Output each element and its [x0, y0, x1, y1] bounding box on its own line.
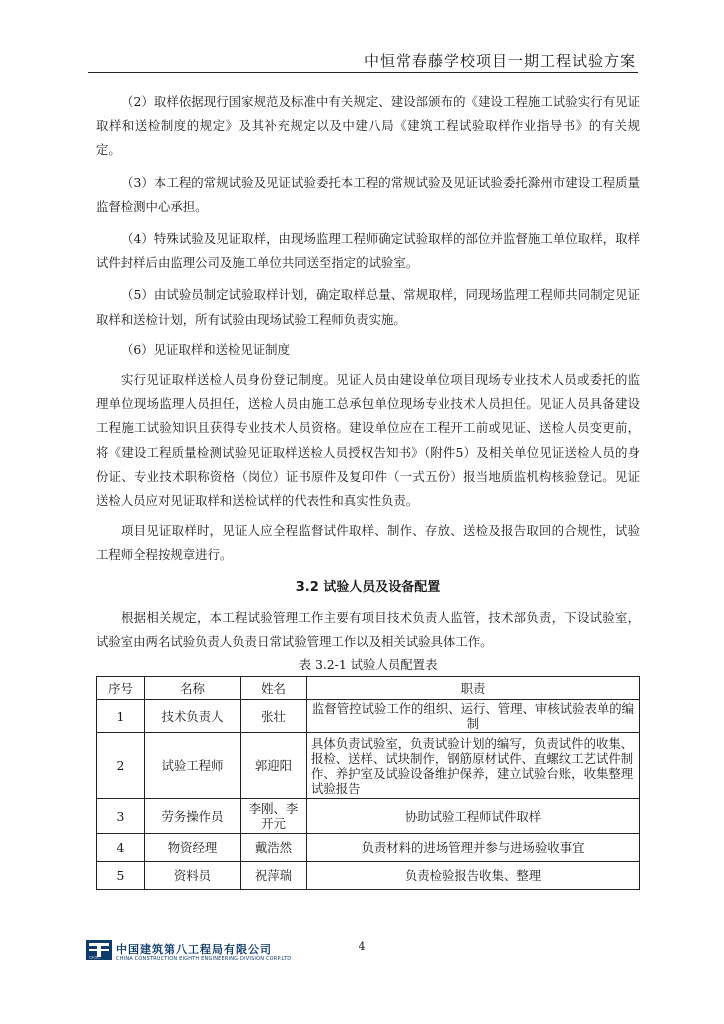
table-row	[97, 733, 640, 799]
column-header: 序号	[97, 677, 145, 700]
table-row	[97, 700, 640, 733]
cell-duty: 负责检验报告收集、整理	[307, 862, 640, 890]
cell-index: 1	[97, 700, 145, 733]
paragraph: （3）本工程的常规试验及见证试验委托本工程的常规试验及见证试验委托滁州市建设工程质量监督检测中心承担。	[96, 174, 640, 214]
cell-role: 试验工程师	[145, 733, 241, 799]
cell-index: 5	[97, 862, 145, 890]
header-divider	[88, 72, 638, 73]
cell-person: 李刚、李开元	[241, 799, 307, 834]
table-row	[97, 862, 640, 890]
cell-duty: 监督管控试验工作的组织、运行、管理、审核试验表单的编制	[307, 700, 640, 733]
paragraph: （5）由试验员制定试验取样计划，确定取样总量、常规取样，同现场监理工程师共同制定见证取样和送检计划，所有试验由现场试验工程师负责实施。	[96, 287, 640, 327]
cell-role: 资料员	[145, 862, 241, 890]
cell-duty: 具体负责试验室，负责试验计划的编写，负责试件的收集、报检、送样、试块制作，钢筋原材试件、直螺纹工艺试件制作、养护室及试验设备维护保养，建立试验台账，收集整理试验报告	[307, 733, 640, 799]
cell-index: 2	[97, 733, 145, 799]
cell-person: 郭迎阳	[241, 733, 307, 799]
page-number: 4	[358, 940, 366, 953]
table-caption: 表 3.2-1 试验人员配置表	[298, 657, 438, 673]
table-header-row	[97, 677, 640, 700]
section-intro: 根据相关规定，本工程试验管理工作主要有项目技术负责人监管，技术部负责，下设试验室，试验室由两名试验负责人负责日常试验管理工作以及相关试验具体工作。	[96, 609, 640, 649]
paragraph: （6）见证取样和送检见证制度	[121, 341, 290, 357]
page-header-title: 中恒常春藤学校项目一期工程试验方案	[363, 52, 636, 70]
paragraph: （4）特殊试验及见证取样，由现场监理工程师确定试验取样的部位并监督施工单位取样，取样试件封样后由监理公司及施工单位共同送至指定的试验室。	[96, 231, 640, 271]
section-heading: 3.2 试验人员及设备配置	[295, 579, 441, 595]
table-row	[97, 799, 640, 834]
cell-person: 戴浩然	[241, 834, 307, 862]
cell-role: 物资经理	[145, 834, 241, 862]
cell-person: 祝萍瑞	[241, 862, 307, 890]
cell-index: 3	[97, 799, 145, 834]
company-name-cn: 中国建筑第八工程局有限公司	[116, 943, 272, 956]
cell-role: 劳务操作员	[145, 799, 241, 834]
paragraph: 实行见证取样送检人员身份登记制度。见证人员由建设单位项目现场专业技术人员或委托的监理单位现场监理人员担任，送检人员由施工总承包单位现场专业技术人员担任。见证人员具备建设工程施工试验知识且获得专业技术人员资格。建设单位应在工程开工前或见证、送检人员变更前，将《建设工程质量检测试验见证取样送检人员授权告知书》（附件5）及相关单位见证送检人员的身份证、专业技术职称资格（岗位）证书原件及复印件（一式五份）报当地质监机构核验登记。见证送检人员应对见证取样和送检试样的代表性和真实性负责。	[96, 372, 640, 509]
staff-table	[96, 676, 640, 890]
cell-role: 技术负责人	[145, 700, 241, 733]
cell-index: 4	[97, 834, 145, 862]
document-body	[96, 90, 640, 890]
logo-text: CSCEC	[89, 955, 100, 960]
table-row	[97, 834, 640, 862]
cell-duty: 协助试验工程师试件取样	[307, 799, 640, 834]
cell-duty: 负责材料的进场管理并参与进场验收事宜	[307, 834, 640, 862]
company-name-en: CHINA CONSTRUCTION EIGHTH ENGINEERING DIVISION CORP.LTD	[116, 956, 292, 962]
paragraph: （2）取样依据现行国家规范及标准中有关规定、建设部颁布的《建设工程施工试验实行有见证取样和送检制度的规定》及其补充规定以及中建八局《建筑工程试验取样作业指导书》的有关规定。	[96, 94, 640, 158]
column-header: 名称	[145, 677, 241, 700]
cell-person: 张壮	[241, 700, 307, 733]
column-header: 职责	[307, 677, 640, 700]
paragraph: 项目见证取样时，见证人应全程监督试件取样、制作、存放、送检及报告取回的合规性，试验工程师全程按规章进行。	[96, 523, 640, 563]
column-header: 姓名	[241, 677, 307, 700]
